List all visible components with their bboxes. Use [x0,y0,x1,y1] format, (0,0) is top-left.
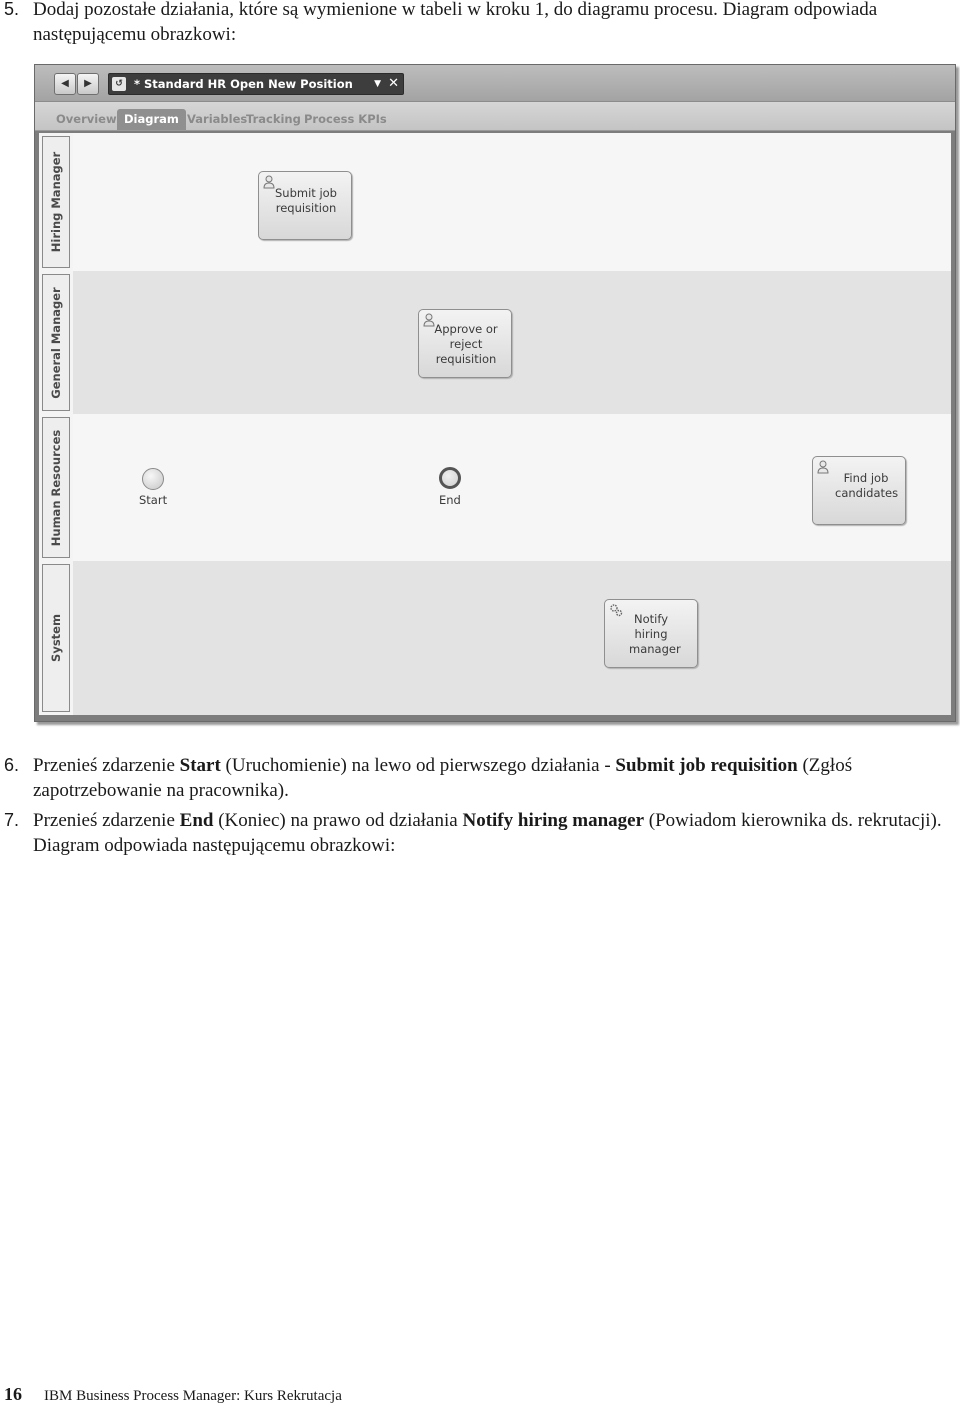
swimlane-hiring-manager[interactable] [39,133,951,271]
tab-variables[interactable]: Variables [187,112,248,126]
lane-header[interactable] [42,136,70,268]
activity-label: Notify hiring manager [629,612,681,656]
swimlane-general-manager[interactable] [39,271,951,414]
close-icon[interactable]: ✕ [388,76,399,91]
lane-header[interactable] [42,564,70,712]
activity-label: Approve or reject requisition [434,322,498,366]
swimlane-system[interactable] [39,561,951,715]
lane-header[interactable] [42,417,70,558]
page-number: 16 [4,1384,22,1404]
end-event-label: End [439,493,461,507]
tab-overview[interactable]: Overview [56,112,117,126]
process-title: * Standard HR Open New Position [134,77,353,91]
tab-process-kpis[interactable]: Process KPIs [304,112,387,126]
lane-label: Hiring Manager [49,151,63,253]
step-number: 7. [4,810,20,830]
activity-submit-job-requisition[interactable] [258,171,352,240]
activity-label: Submit job requisition [275,186,337,215]
start-event-label: Start [139,493,168,507]
activity-find-job-candidates[interactable] [812,456,906,525]
step-5 [0,0,945,47]
process-designer-window [34,64,956,722]
tab-tracking[interactable]: Tracking [246,112,301,126]
activity-term: Submit job requisition [615,755,798,776]
back-arrow-icon[interactable]: ◀ [54,73,76,95]
step-text: Przenieś zdarzenie Start (Uruchomienie) na lewo od pierwszego działania - Submit job requisition (Zgłoś zapotrzebowanie na pracownika). [33,755,853,801]
activity-term: Notify hiring manager [462,810,645,831]
lane-header[interactable] [42,274,70,411]
activity-label: Find job candidates [835,471,899,500]
forward-arrow-icon[interactable]: ▶ [77,73,99,95]
footer-text: IBM Business Process Manager: Kurs Rekrutacja [44,1388,342,1404]
tab-bar [35,102,955,131]
step-text: Dodaj pozostałe działania, które są wymienione w tabeli w kroku 1, do diagramu procesu. Diagram odpowiada następującemu obrazkowi: [33,0,878,45]
start-term: Start [179,755,221,776]
diagram-canvas[interactable] [39,133,951,715]
tab-diagram[interactable]: Diagram [117,109,186,130]
step-6 [0,753,945,803]
step-7 [0,808,945,858]
process-app-icon: ↺ [112,77,126,91]
title-bar [35,65,955,102]
user-icon [817,460,829,474]
end-term: End [179,810,214,831]
lane-label: Human Resources [49,429,63,546]
step-text: Przenieś zdarzenie End (Koniec) na prawo od działania Notify hiring manager (Powiadom kierownika ds. rekrutacji). Diagram odpowiada następującemu obrazkowi: [33,810,942,856]
lane-label: System [49,614,63,662]
gear-icon [609,603,623,617]
step-number: 6. [4,755,20,775]
start-event[interactable] [142,468,164,490]
chevron-down-icon[interactable]: ▼ [374,79,381,89]
page-footer [4,1384,342,1405]
activity-notify-hiring-manager[interactable] [604,599,698,668]
end-event[interactable] [439,467,461,489]
lane-label: General Manager [49,286,63,399]
swimlane-human-resources[interactable] [39,414,951,561]
activity-approve-or-reject-requisition[interactable] [418,309,512,378]
process-title-box[interactable] [108,73,404,95]
step-number: 5. [4,0,20,19]
